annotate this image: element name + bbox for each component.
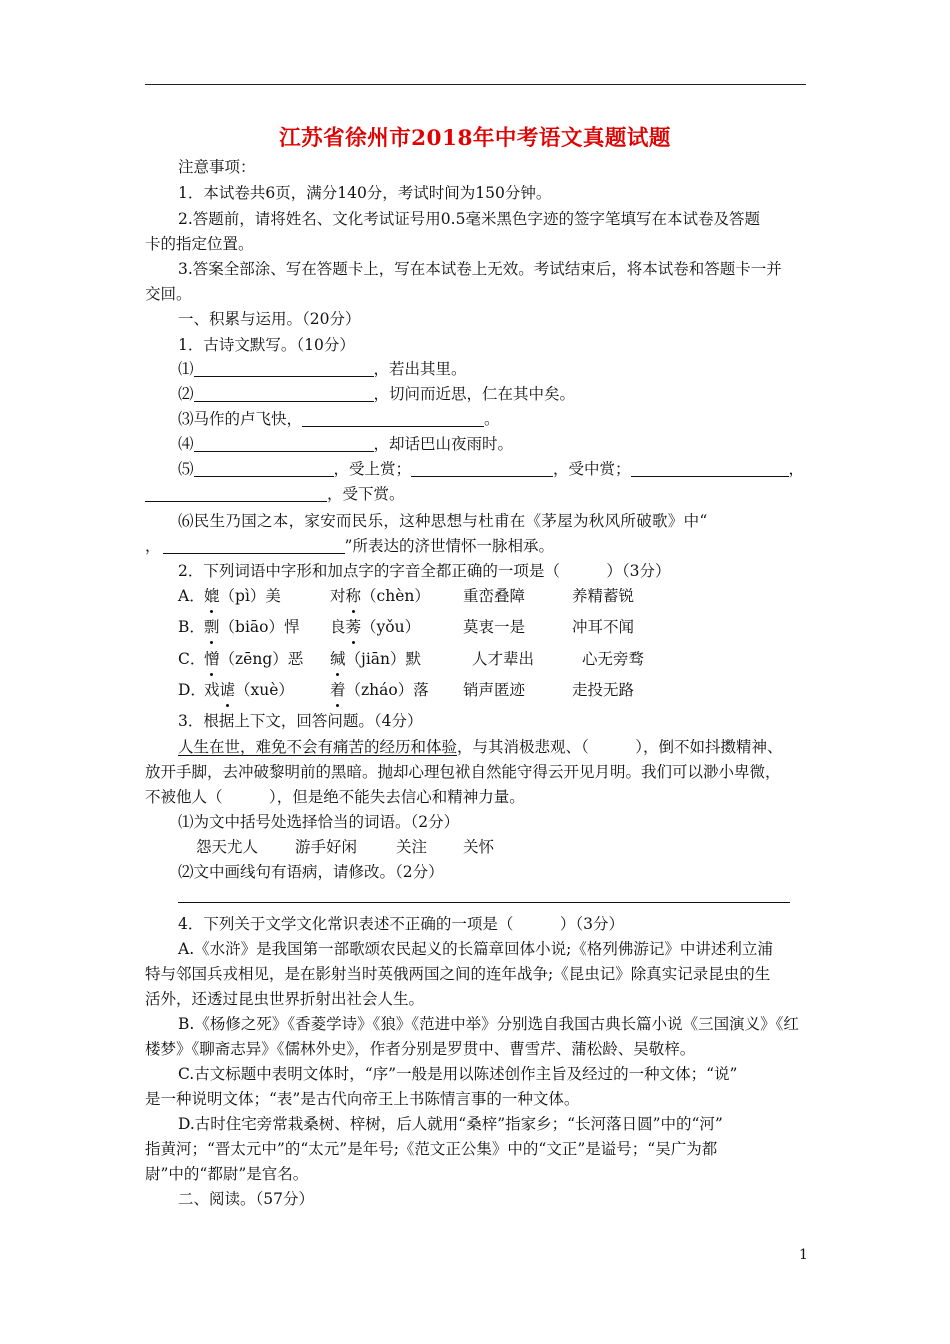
question-1-item-6-line-1: ⑹民生乃国之本，家安而民乐，这种思想与杜甫在《茅屋为秋风所破歌》中“: [178, 512, 708, 530]
question-3-stem: 3．根据上下文，回答问题。（4分）: [178, 712, 423, 730]
item-number: ⑶: [178, 410, 194, 428]
item-text: ”所表达的济世情怀一脉相承。: [344, 537, 554, 555]
passage-text: ，与其消极悲观、（ ），倒不如抖擞精神、: [457, 738, 783, 756]
section-2-heading: 二、阅读。（57分）: [178, 1190, 314, 1208]
fill-blank[interactable]: [411, 460, 553, 477]
pinyin-text: （jiān）默: [345, 650, 422, 668]
question-1-item-5-continued: [145, 484, 405, 504]
dotted-char: 缄: [330, 650, 346, 668]
notice-heading: 注意事项：: [178, 158, 256, 176]
page-number: 1: [799, 1247, 808, 1263]
question-4-option-c-line-2: 是一种说明文体；“表”是古代向帝王上书陈情言事的一种文体。: [145, 1090, 580, 1108]
item-text: ，切问而近思，仁在其中矣。: [373, 385, 576, 403]
notice-item-1: 1．本试卷共6页，满分140分，考试时间为150分钟。: [178, 184, 552, 202]
fill-blank[interactable]: [194, 385, 374, 402]
option-a-word-2: [330, 586, 430, 606]
pinyin-text: （yǒu）: [361, 618, 421, 636]
dotted-char: 着: [330, 681, 346, 699]
option-d-word-3: 销声匿迹: [463, 681, 526, 699]
question-1-stem: 1．古诗文默写。（10分）: [178, 336, 355, 354]
question-1-item-5: [178, 459, 804, 479]
item-text: ，受中赏；: [553, 460, 631, 478]
section-1-heading: 一、积累与运用。（20分）: [178, 310, 361, 328]
question-3-sub-1: ⑴为文中括号处选择恰当的词语。（2分）: [178, 813, 460, 831]
question-4-option-c-line-1: C.古文标题中表明文体时，“序”一般是用以陈述创作主旨及经过的一种文体；“说”: [178, 1065, 738, 1083]
item-number: ⑴: [178, 360, 194, 378]
option-c-word-2: [330, 649, 421, 669]
notice-item-2-line-1: 2.答题前，请将姓名、文化考试证号用0.5毫米黑色字迹的签字笔填写在本试卷及答题: [178, 210, 760, 228]
question-1-item-1: [178, 359, 467, 379]
item-number: ⑷: [178, 435, 194, 453]
item-text: ，若出其里。: [373, 360, 467, 378]
notice-item-3-line-1: 3.答案全部涂、写在答题卡上，写在本试卷上无效。考试结束后，将本试卷和答题卡一并: [178, 260, 782, 278]
fill-blank[interactable]: [194, 435, 374, 452]
page-title: 江苏省徐州市2018年中考语文真题试题: [279, 126, 671, 151]
option-b-word-3: 莫衷一是: [463, 618, 526, 636]
question-3-sub-2: ⑵文中画线句有语病，请修改。（2分）: [178, 863, 444, 881]
fill-blank[interactable]: [631, 460, 789, 477]
question-1-item-6-line-2: [145, 536, 554, 556]
question-4-option-d-line-2: 指黄河；“晋太元中”的“太元”是年号;《范文正公集》中的“文正”是谥号；“吴广为都: [145, 1140, 718, 1158]
item-text: ，受下赏。: [327, 485, 405, 503]
pinyin-text: （zēng）恶: [219, 650, 304, 668]
dotted-char: 媲: [204, 587, 220, 605]
notice-item-3-line-2: 交回。: [145, 285, 192, 303]
pinyin-text: （biāo）悍: [219, 618, 300, 636]
question-4-option-a-line-1: A.《水浒》是我国第一部歌颂农民起义的长篇章回体小说;《格列佛游记》中讲述利立浦: [178, 940, 773, 958]
option-a-label[interactable]: A．: [178, 587, 205, 605]
question-4-option-b-line-2: 楼梦》《聊斋志异》《儒林外史》，作者分别是罗贯中、曹雪芹、蒲松龄、吴敬梓。: [145, 1040, 696, 1058]
question-4-option-b-line-1: B.《杨修之死》《香菱学诗》《狼》《范进中举》分别选自我国古典长篇小说《三国演义》《红: [178, 1015, 799, 1033]
word-text: 对: [330, 587, 346, 605]
option-a-word-3: 重峦叠障: [463, 587, 526, 605]
option-b-word-2: [330, 617, 420, 637]
option-b-label[interactable]: B．: [178, 618, 205, 636]
fill-blank[interactable]: [302, 410, 484, 427]
fill-blank[interactable]: [145, 485, 327, 502]
header-rule: [145, 84, 806, 85]
option-a-word-4: 养精蓄锐: [572, 587, 635, 605]
question-1-item-2: [178, 384, 575, 404]
option-d-word-1: [204, 680, 294, 700]
item-text: 马作的卢飞快，: [193, 410, 303, 428]
word-text: 良: [330, 618, 346, 636]
question-4-option-d-line-1: D.古时住宅旁常栽桑树、梓树，后人就用“桑梓”指家乡；“长河落日圆”中的“河”: [178, 1115, 723, 1133]
dotted-char: 称: [345, 587, 362, 605]
pinyin-text: （xuè）: [235, 681, 294, 699]
option-c-label[interactable]: C．: [178, 650, 206, 668]
pinyin-text: （pì）美: [219, 587, 281, 605]
pinyin-text: （chèn）: [361, 587, 430, 605]
option-c-word-1: [204, 649, 303, 669]
dotted-char: 谑: [219, 681, 236, 699]
option-d-label[interactable]: D．: [178, 681, 206, 699]
question-1-item-4: [178, 434, 513, 454]
option-b-word-1: [204, 617, 299, 637]
dotted-char: 莠: [345, 618, 362, 636]
fill-blank[interactable]: [163, 537, 345, 554]
notice-item-2-line-2: 卡的指定位置。: [145, 235, 254, 253]
option-a-word-1: [204, 586, 281, 606]
question-3-passage-line-1: [178, 737, 783, 757]
fill-blank[interactable]: [194, 460, 334, 477]
option-d-word-2: [330, 680, 429, 700]
dotted-char: 憎: [204, 650, 220, 668]
option-c-word-4: 心无旁骛: [582, 650, 645, 668]
option-c-word-3: 人才辈出: [472, 650, 535, 668]
question-2-stem: 2．下列词语中字形和加点字的字音全都正确的一项是（ ）（3分）: [178, 562, 671, 580]
option-d-word-4: 走投无路: [572, 681, 635, 699]
question-4-option-d-line-3: 尉”中的“都尉”是官名。: [145, 1165, 309, 1183]
dotted-char: 剽: [204, 618, 220, 636]
question-1-item-3: [178, 409, 500, 429]
underlined-sentence: 人生在世，难免不会有痛苦的经历和体验: [178, 738, 458, 756]
item-number: ⑸: [178, 460, 194, 478]
option-b-word-4: 冲耳不闻: [572, 618, 635, 636]
item-text: ，: [145, 537, 161, 555]
word-choice-2: 游手好闲: [295, 838, 358, 856]
item-text: ，: [788, 460, 805, 478]
word-choice-3: 关注: [396, 838, 428, 856]
item-text: ，却话巴山夜雨时。: [373, 435, 514, 453]
question-4-option-a-line-3: 活外，还透过昆虫世界折射出社会人生。: [145, 990, 425, 1008]
word-choice-1: 怨天尤人: [196, 838, 259, 856]
question-3-passage-line-2: 放开手脚，去冲破黎明前的黑暗。抛却心理包袱自然能守得云开见月明。我们可以渺小卑微，: [145, 763, 781, 781]
item-text: ，受上赏；: [333, 460, 412, 478]
question-4-option-a-line-2: 特与邻国兵戎相见，是在影射当时英俄两国之间的连年战争;《昆虫记》除真实记录昆虫的生: [145, 965, 771, 983]
item-end: 。: [484, 410, 500, 428]
question-3-passage-line-3: 不被他人（ ），但是绝不能失去信心和精神力量。: [145, 788, 525, 806]
word-choice-4: 关怀: [463, 838, 495, 856]
fill-blank[interactable]: [194, 360, 374, 377]
word-text: 戏: [204, 681, 220, 699]
answer-line[interactable]: [178, 902, 790, 903]
pinyin-text: （zháo）落: [345, 681, 429, 699]
item-number: ⑵: [178, 385, 194, 403]
question-4-stem: 4．下列关于文学文化常识表述不正确的一项是（ ）（3分）: [178, 915, 624, 933]
